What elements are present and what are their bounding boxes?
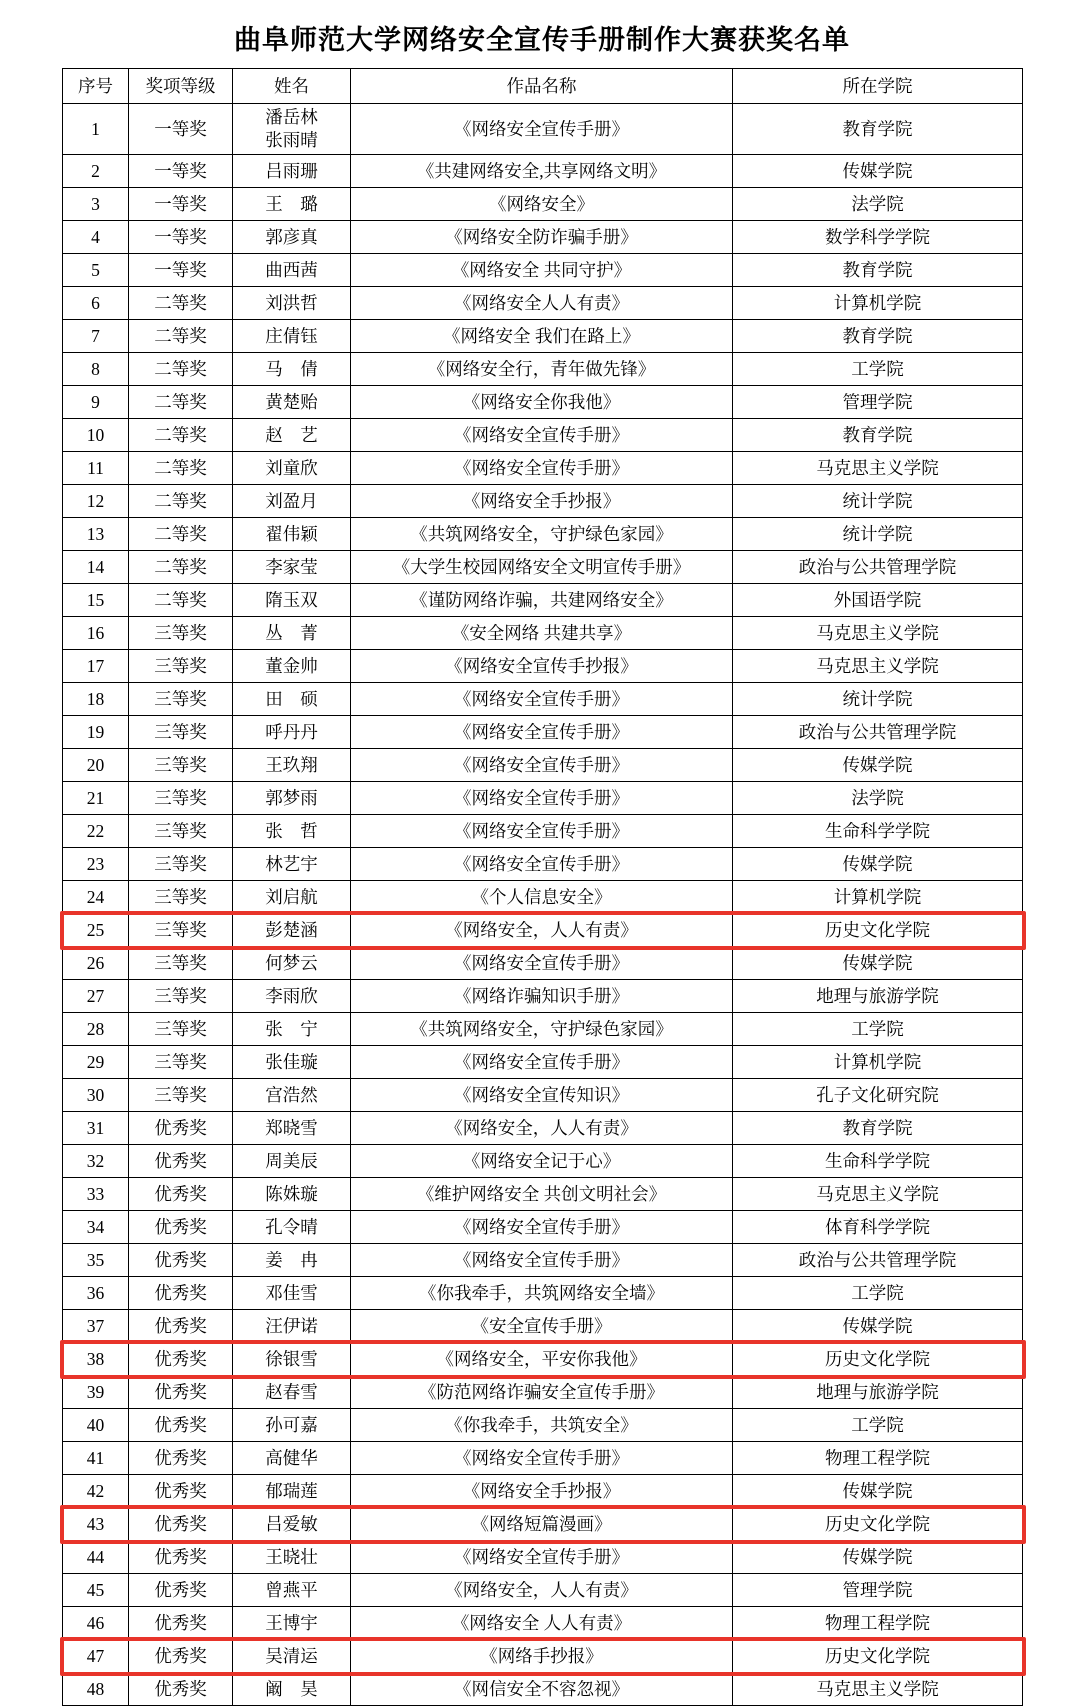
cell-award-level: 三等奖 xyxy=(129,782,233,815)
table-row xyxy=(63,287,1023,320)
cell-college: 传媒学院 xyxy=(733,1310,1023,1343)
cell-student-name: 彭楚涵 xyxy=(233,914,351,947)
cell-award-level: 三等奖 xyxy=(129,1013,233,1046)
cell-student-name: 张 哲 xyxy=(233,815,351,848)
cell-college: 地理与旅游学院 xyxy=(733,980,1023,1013)
table-row xyxy=(63,947,1023,980)
cell-work-title: 《网络安全 共同守护》 xyxy=(351,254,733,287)
cell-work-title: 《网络安全 人人有责》 xyxy=(351,1607,733,1640)
table-row xyxy=(63,617,1023,650)
cell-award-level: 优秀奖 xyxy=(129,1178,233,1211)
table-row xyxy=(63,452,1023,485)
cell-student-name: 吕爱敏 xyxy=(233,1508,351,1541)
cell-work-title: 《网络安全宣传手册》 xyxy=(351,452,733,485)
cell-work-title: 《网络安全，人人有责》 xyxy=(351,914,733,947)
cell-index: 16 xyxy=(63,617,129,650)
cell-student-name: 李雨欣 xyxy=(233,980,351,1013)
cell-index: 40 xyxy=(63,1409,129,1442)
cell-work-title: 《网络安全宣传手册》 xyxy=(351,419,733,452)
cell-student-name: 宫浩然 xyxy=(233,1079,351,1112)
cell-work-title: 《网络安全人人有责》 xyxy=(351,287,733,320)
cell-index: 25 xyxy=(63,914,129,947)
cell-work-title: 《网络安全手抄报》 xyxy=(351,1475,733,1508)
cell-award-level: 优秀奖 xyxy=(129,1376,233,1409)
column-header-level: 奖项等级 xyxy=(129,69,233,104)
cell-college: 计算机学院 xyxy=(733,287,1023,320)
cell-work-title: 《网络安全宣传知识》 xyxy=(351,1079,733,1112)
cell-college: 物理工程学院 xyxy=(733,1607,1023,1640)
cell-college: 历史文化学院 xyxy=(733,914,1023,947)
cell-college: 数学科学学院 xyxy=(733,221,1023,254)
table-row xyxy=(63,1409,1023,1442)
cell-work-title: 《网络安全你我他》 xyxy=(351,386,733,419)
cell-work-title: 《网络安全行，青年做先锋》 xyxy=(351,353,733,386)
cell-award-level: 二等奖 xyxy=(129,419,233,452)
cell-index: 42 xyxy=(63,1475,129,1508)
page-title: 曲阜师范大学网络安全宣传手册制作大赛获奖名单 xyxy=(234,25,850,55)
cell-index: 13 xyxy=(63,518,129,551)
cell-work-title: 《网络安全宣传手册》 xyxy=(351,1211,733,1244)
cell-student-name: 曲西茜 xyxy=(233,254,351,287)
table-row xyxy=(63,1640,1023,1673)
cell-award-level: 优秀奖 xyxy=(129,1244,233,1277)
cell-award-level: 二等奖 xyxy=(129,551,233,584)
cell-index: 7 xyxy=(63,320,129,353)
cell-college: 马克思主义学院 xyxy=(733,650,1023,683)
cell-index: 35 xyxy=(63,1244,129,1277)
cell-student-name: 张 宁 xyxy=(233,1013,351,1046)
cell-college: 外国语学院 xyxy=(733,584,1023,617)
cell-college: 地理与旅游学院 xyxy=(733,1376,1023,1409)
column-header-work: 作品名称 xyxy=(351,69,733,104)
cell-college: 政治与公共管理学院 xyxy=(733,716,1023,749)
cell-work-title: 《安全宣传手册》 xyxy=(351,1310,733,1343)
cell-student-name: 林艺宇 xyxy=(233,848,351,881)
table-row xyxy=(63,914,1023,947)
cell-student-name: 呼丹丹 xyxy=(233,716,351,749)
cell-index: 34 xyxy=(63,1211,129,1244)
cell-award-level: 二等奖 xyxy=(129,320,233,353)
cell-work-title: 《个人信息安全》 xyxy=(351,881,733,914)
cell-student-name: 张佳璇 xyxy=(233,1046,351,1079)
cell-college: 马克思主义学院 xyxy=(733,1673,1023,1706)
cell-award-level: 优秀奖 xyxy=(129,1574,233,1607)
cell-college: 教育学院 xyxy=(733,104,1023,155)
cell-award-level: 三等奖 xyxy=(129,716,233,749)
cell-index: 15 xyxy=(63,584,129,617)
cell-work-title: 《网络安全宣传手册》 xyxy=(351,1244,733,1277)
cell-student-name: 王玖翔 xyxy=(233,749,351,782)
cell-work-title: 《维护网络安全 共创文明社会》 xyxy=(351,1178,733,1211)
cell-work-title: 《共建网络安全,共享网络文明》 xyxy=(351,155,733,188)
table-row xyxy=(63,254,1023,287)
cell-index: 10 xyxy=(63,419,129,452)
cell-index: 27 xyxy=(63,980,129,1013)
table-row xyxy=(63,1112,1023,1145)
cell-work-title: 《谨防网络诈骗，共建网络安全》 xyxy=(351,584,733,617)
column-header-index: 序号 xyxy=(63,69,129,104)
cell-student-name: 刘童欣 xyxy=(233,452,351,485)
cell-index: 46 xyxy=(63,1607,129,1640)
cell-work-title: 《网络短篇漫画》 xyxy=(351,1508,733,1541)
cell-index: 28 xyxy=(63,1013,129,1046)
cell-work-title: 《网络安全防诈骗手册》 xyxy=(351,221,733,254)
cell-award-level: 二等奖 xyxy=(129,584,233,617)
cell-work-title: 《网络安全宣传手册》 xyxy=(351,1046,733,1079)
cell-student-name: 何梦云 xyxy=(233,947,351,980)
cell-award-level: 优秀奖 xyxy=(129,1310,233,1343)
table-row xyxy=(63,1079,1023,1112)
cell-award-level: 优秀奖 xyxy=(129,1640,233,1673)
table-row xyxy=(63,353,1023,386)
cell-student-name: 黄楚贻 xyxy=(233,386,351,419)
cell-student-name: 阚 昊 xyxy=(233,1673,351,1706)
table-row xyxy=(63,881,1023,914)
table-row xyxy=(63,1343,1023,1376)
cell-college: 统计学院 xyxy=(733,485,1023,518)
cell-college: 孔子文化研究院 xyxy=(733,1079,1023,1112)
cell-student-name: 徐银雪 xyxy=(233,1343,351,1376)
table-row xyxy=(63,1211,1023,1244)
cell-award-level: 二等奖 xyxy=(129,452,233,485)
cell-index: 37 xyxy=(63,1310,129,1343)
cell-index: 5 xyxy=(63,254,129,287)
cell-work-title: 《网络诈骗知识手册》 xyxy=(351,980,733,1013)
cell-work-title: 《网信安全不容忽视》 xyxy=(351,1673,733,1706)
table-row xyxy=(63,551,1023,584)
cell-index: 26 xyxy=(63,947,129,980)
cell-college: 传媒学院 xyxy=(733,749,1023,782)
cell-index: 30 xyxy=(63,1079,129,1112)
cell-student-name: 田 硕 xyxy=(233,683,351,716)
cell-student-name: 郭梦雨 xyxy=(233,782,351,815)
cell-student-name: 庄倩钰 xyxy=(233,320,351,353)
cell-college: 工学院 xyxy=(733,1409,1023,1442)
cell-index: 21 xyxy=(63,782,129,815)
cell-award-level: 优秀奖 xyxy=(129,1541,233,1574)
cell-index: 6 xyxy=(63,287,129,320)
cell-work-title: 《网络安全手抄报》 xyxy=(351,485,733,518)
cell-student-name: 翟伟颖 xyxy=(233,518,351,551)
table-row xyxy=(63,1310,1023,1343)
table-row xyxy=(63,650,1023,683)
cell-index: 8 xyxy=(63,353,129,386)
cell-award-level: 三等奖 xyxy=(129,947,233,980)
table-row xyxy=(63,104,1023,155)
cell-award-level: 三等奖 xyxy=(129,914,233,947)
column-header-college: 所在学院 xyxy=(733,69,1023,104)
cell-index: 24 xyxy=(63,881,129,914)
cell-award-level: 优秀奖 xyxy=(129,1343,233,1376)
cell-student-name: 李家莹 xyxy=(233,551,351,584)
cell-index: 14 xyxy=(63,551,129,584)
table-row xyxy=(63,1178,1023,1211)
table-header-row xyxy=(63,69,1023,104)
cell-work-title: 《网络安全 我们在路上》 xyxy=(351,320,733,353)
cell-college: 工学院 xyxy=(733,353,1023,386)
cell-college: 工学院 xyxy=(733,1013,1023,1046)
cell-college: 管理学院 xyxy=(733,386,1023,419)
cell-index: 39 xyxy=(63,1376,129,1409)
cell-work-title: 《网络安全宣传手册》 xyxy=(351,104,733,155)
cell-index: 47 xyxy=(63,1640,129,1673)
cell-student-name: 吕雨珊 xyxy=(233,155,351,188)
table-row xyxy=(63,1607,1023,1640)
cell-award-level: 优秀奖 xyxy=(129,1475,233,1508)
cell-student-name: 郑晓雪 xyxy=(233,1112,351,1145)
cell-work-title: 《共筑网络安全，守护绿色家园》 xyxy=(351,518,733,551)
table-row xyxy=(63,386,1023,419)
cell-award-level: 一等奖 xyxy=(129,188,233,221)
cell-index: 43 xyxy=(63,1508,129,1541)
cell-college: 计算机学院 xyxy=(733,1046,1023,1079)
cell-college: 马克思主义学院 xyxy=(733,617,1023,650)
cell-work-title: 《网络安全宣传手抄报》 xyxy=(351,650,733,683)
award-list-table xyxy=(62,68,1023,1706)
cell-work-title: 《你我牵手，共筑安全》 xyxy=(351,1409,733,1442)
cell-student-name: 曾燕平 xyxy=(233,1574,351,1607)
cell-college: 教育学院 xyxy=(733,320,1023,353)
cell-work-title: 《网络安全，平安你我他》 xyxy=(351,1343,733,1376)
cell-index: 48 xyxy=(63,1673,129,1706)
cell-index: 4 xyxy=(63,221,129,254)
cell-index: 18 xyxy=(63,683,129,716)
cell-work-title: 《你我牵手，共筑网络安全墙》 xyxy=(351,1277,733,1310)
cell-work-title: 《网络安全宣传手册》 xyxy=(351,947,733,980)
cell-award-level: 三等奖 xyxy=(129,749,233,782)
cell-work-title: 《网络手抄报》 xyxy=(351,1640,733,1673)
cell-student-name: 姜 冉 xyxy=(233,1244,351,1277)
table-row xyxy=(63,1013,1023,1046)
cell-college: 管理学院 xyxy=(733,1574,1023,1607)
cell-student-name: 丛 菁 xyxy=(233,617,351,650)
cell-index: 2 xyxy=(63,155,129,188)
cell-college: 马克思主义学院 xyxy=(733,1178,1023,1211)
cell-work-title: 《网络安全宣传手册》 xyxy=(351,683,733,716)
cell-index: 23 xyxy=(63,848,129,881)
cell-index: 20 xyxy=(63,749,129,782)
cell-award-level: 三等奖 xyxy=(129,815,233,848)
cell-college: 教育学院 xyxy=(733,1112,1023,1145)
cell-work-title: 《网络安全宣传手册》 xyxy=(351,1541,733,1574)
table-row xyxy=(63,1442,1023,1475)
cell-college: 生命科学学院 xyxy=(733,815,1023,848)
table-row xyxy=(63,155,1023,188)
table-row xyxy=(63,848,1023,881)
cell-award-level: 二等奖 xyxy=(129,287,233,320)
cell-work-title: 《网络安全》 xyxy=(351,188,733,221)
table-row xyxy=(63,419,1023,452)
cell-index: 9 xyxy=(63,386,129,419)
cell-work-title: 《网络安全，人人有责》 xyxy=(351,1112,733,1145)
table-row xyxy=(63,716,1023,749)
cell-award-level: 三等奖 xyxy=(129,1046,233,1079)
cell-college: 政治与公共管理学院 xyxy=(733,551,1023,584)
table-row xyxy=(63,1508,1023,1541)
cell-index: 33 xyxy=(63,1178,129,1211)
cell-award-level: 二等奖 xyxy=(129,518,233,551)
cell-award-level: 三等奖 xyxy=(129,1079,233,1112)
cell-work-title: 《安全网络 共建共享》 xyxy=(351,617,733,650)
cell-college: 法学院 xyxy=(733,188,1023,221)
cell-index: 29 xyxy=(63,1046,129,1079)
cell-student-name: 王 璐 xyxy=(233,188,351,221)
cell-college: 统计学院 xyxy=(733,518,1023,551)
cell-award-level: 优秀奖 xyxy=(129,1607,233,1640)
cell-student-name: 王晓壮 xyxy=(233,1541,351,1574)
cell-index: 3 xyxy=(63,188,129,221)
cell-award-level: 一等奖 xyxy=(129,155,233,188)
cell-award-level: 一等奖 xyxy=(129,221,233,254)
cell-student-name: 高健华 xyxy=(233,1442,351,1475)
cell-college: 传媒学院 xyxy=(733,1541,1023,1574)
cell-college: 物理工程学院 xyxy=(733,1442,1023,1475)
cell-award-level: 优秀奖 xyxy=(129,1409,233,1442)
table-row xyxy=(63,1145,1023,1178)
cell-index: 32 xyxy=(63,1145,129,1178)
table-row xyxy=(63,1475,1023,1508)
table-row xyxy=(63,1277,1023,1310)
cell-student-name: 邓佳雪 xyxy=(233,1277,351,1310)
cell-index: 41 xyxy=(63,1442,129,1475)
cell-student-name: 周美辰 xyxy=(233,1145,351,1178)
cell-work-title: 《网络安全宣传手册》 xyxy=(351,749,733,782)
table-row xyxy=(63,683,1023,716)
table-row xyxy=(63,1574,1023,1607)
cell-award-level: 优秀奖 xyxy=(129,1112,233,1145)
cell-award-level: 优秀奖 xyxy=(129,1277,233,1310)
cell-student-name: 王博宇 xyxy=(233,1607,351,1640)
table-row xyxy=(63,485,1023,518)
cell-index: 45 xyxy=(63,1574,129,1607)
cell-index: 17 xyxy=(63,650,129,683)
cell-index: 12 xyxy=(63,485,129,518)
cell-index: 1 xyxy=(63,104,129,155)
cell-award-level: 二等奖 xyxy=(129,485,233,518)
cell-student-name: 潘岳林 张雨晴 xyxy=(233,104,351,155)
table-row xyxy=(63,980,1023,1013)
table-row xyxy=(63,815,1023,848)
cell-index: 44 xyxy=(63,1541,129,1574)
cell-work-title: 《网络安全记于心》 xyxy=(351,1145,733,1178)
cell-award-level: 优秀奖 xyxy=(129,1673,233,1706)
cell-work-title: 《网络安全，人人有责》 xyxy=(351,1574,733,1607)
cell-college: 历史文化学院 xyxy=(733,1640,1023,1673)
cell-student-name: 隋玉双 xyxy=(233,584,351,617)
cell-college: 法学院 xyxy=(733,782,1023,815)
cell-index: 31 xyxy=(63,1112,129,1145)
cell-award-level: 二等奖 xyxy=(129,386,233,419)
table-row xyxy=(63,584,1023,617)
cell-work-title: 《网络安全宣传手册》 xyxy=(351,782,733,815)
cell-student-name: 吴清运 xyxy=(233,1640,351,1673)
cell-student-name: 赵春雪 xyxy=(233,1376,351,1409)
cell-work-title: 《网络安全宣传手册》 xyxy=(351,815,733,848)
table-row xyxy=(63,188,1023,221)
cell-work-title: 《网络安全宣传手册》 xyxy=(351,848,733,881)
cell-college: 传媒学院 xyxy=(733,155,1023,188)
cell-index: 22 xyxy=(63,815,129,848)
cell-student-name: 刘盈月 xyxy=(233,485,351,518)
table-body xyxy=(63,104,1023,1706)
cell-student-name: 汪伊诺 xyxy=(233,1310,351,1343)
cell-award-level: 三等奖 xyxy=(129,650,233,683)
table-row xyxy=(63,221,1023,254)
cell-student-name: 郁瑞莲 xyxy=(233,1475,351,1508)
cell-student-name: 孙可嘉 xyxy=(233,1409,351,1442)
cell-student-name: 刘启航 xyxy=(233,881,351,914)
cell-student-name: 赵 艺 xyxy=(233,419,351,452)
table-row xyxy=(63,320,1023,353)
table-row xyxy=(63,1046,1023,1079)
cell-college: 工学院 xyxy=(733,1277,1023,1310)
cell-college: 教育学院 xyxy=(733,419,1023,452)
table-row xyxy=(63,1673,1023,1706)
cell-award-level: 三等奖 xyxy=(129,683,233,716)
cell-college: 历史文化学院 xyxy=(733,1508,1023,1541)
cell-college: 马克思主义学院 xyxy=(733,452,1023,485)
table-row xyxy=(63,1376,1023,1409)
cell-college: 统计学院 xyxy=(733,683,1023,716)
table-row xyxy=(63,1244,1023,1277)
table-row xyxy=(63,1541,1023,1574)
column-header-name: 姓名 xyxy=(233,69,351,104)
cell-index: 11 xyxy=(63,452,129,485)
cell-award-level: 一等奖 xyxy=(129,254,233,287)
cell-college: 传媒学院 xyxy=(733,1475,1023,1508)
cell-index: 38 xyxy=(63,1343,129,1376)
cell-college: 体育科学学院 xyxy=(733,1211,1023,1244)
cell-award-level: 优秀奖 xyxy=(129,1145,233,1178)
cell-college: 生命科学学院 xyxy=(733,1145,1023,1178)
cell-student-name: 刘洪哲 xyxy=(233,287,351,320)
table-row xyxy=(63,782,1023,815)
cell-college: 计算机学院 xyxy=(733,881,1023,914)
cell-work-title: 《共筑网络安全，守护绿色家园》 xyxy=(351,1013,733,1046)
cell-college: 政治与公共管理学院 xyxy=(733,1244,1023,1277)
cell-award-level: 优秀奖 xyxy=(129,1211,233,1244)
cell-award-level: 三等奖 xyxy=(129,881,233,914)
cell-student-name: 董金帅 xyxy=(233,650,351,683)
cell-award-level: 三等奖 xyxy=(129,848,233,881)
cell-index: 19 xyxy=(63,716,129,749)
table-row xyxy=(63,518,1023,551)
cell-student-name: 孔令晴 xyxy=(233,1211,351,1244)
table-row xyxy=(63,749,1023,782)
cell-work-title: 《大学生校园网络安全文明宣传手册》 xyxy=(351,551,733,584)
cell-student-name: 陈姝璇 xyxy=(233,1178,351,1211)
cell-work-title: 《防范网络诈骗安全宣传手册》 xyxy=(351,1376,733,1409)
cell-award-level: 一等奖 xyxy=(129,104,233,155)
cell-work-title: 《网络安全宣传手册》 xyxy=(351,1442,733,1475)
cell-student-name: 马 倩 xyxy=(233,353,351,386)
cell-award-level: 三等奖 xyxy=(129,980,233,1013)
cell-college: 传媒学院 xyxy=(733,947,1023,980)
cell-student-name: 郭彦真 xyxy=(233,221,351,254)
cell-award-level: 优秀奖 xyxy=(129,1442,233,1475)
cell-award-level: 二等奖 xyxy=(129,353,233,386)
cell-college: 历史文化学院 xyxy=(733,1343,1023,1376)
cell-college: 教育学院 xyxy=(733,254,1023,287)
cell-college: 传媒学院 xyxy=(733,848,1023,881)
cell-award-level: 优秀奖 xyxy=(129,1508,233,1541)
cell-award-level: 三等奖 xyxy=(129,617,233,650)
cell-index: 36 xyxy=(63,1277,129,1310)
cell-work-title: 《网络安全宣传手册》 xyxy=(351,716,733,749)
